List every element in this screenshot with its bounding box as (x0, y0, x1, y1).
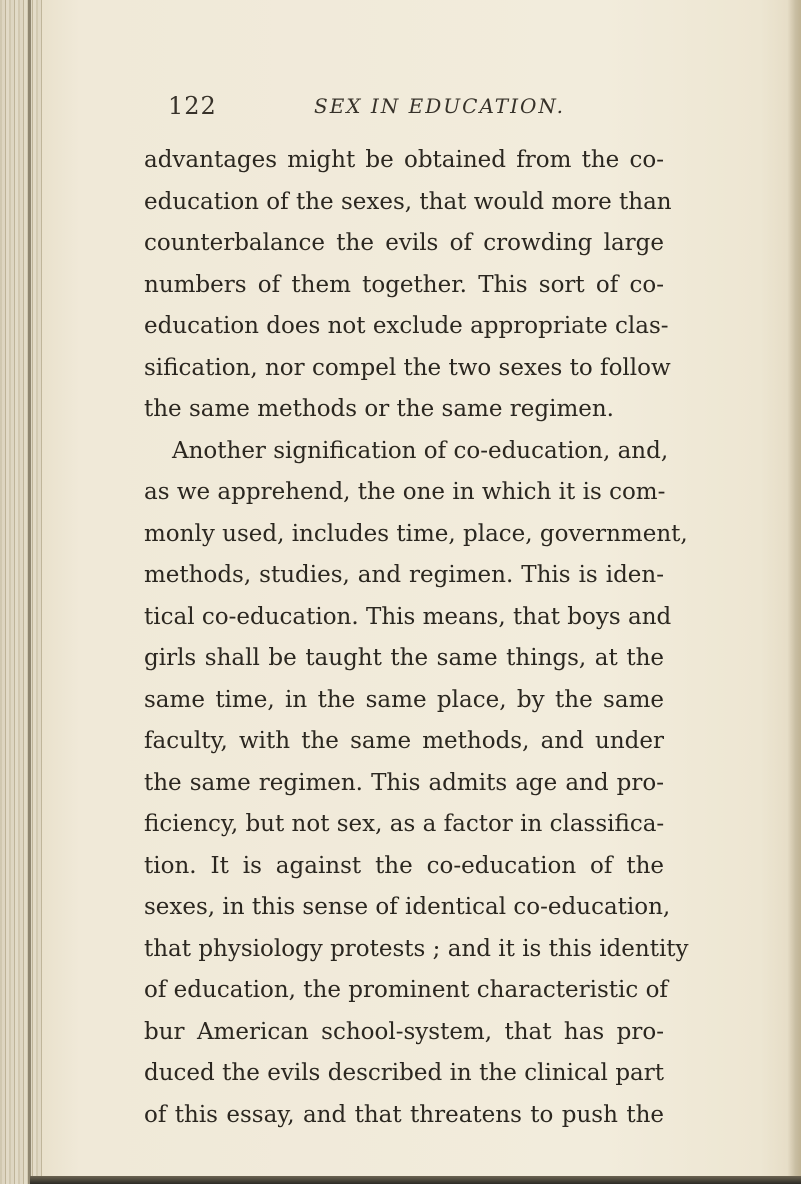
text-line: monly used, includes time, place, government, (144, 520, 688, 547)
text-line: advantages might be obtained from the co- (144, 147, 664, 173)
text-line: sexes, in this sense of identical co-education, (144, 894, 671, 920)
text-line: that physiology protests ; and it is this identity (144, 935, 689, 962)
text-line: tical co-education. This means, that boys and (144, 603, 672, 630)
text-line: ficiency, but not sex, as a factor in classifica- (144, 811, 665, 837)
text-line: Another signification of co-education, and, (172, 437, 669, 464)
binding-edge-line (28, 0, 31, 1184)
text-line: the same methods or the same regimen. (144, 396, 614, 422)
running-head: SEX IN EDUCATION. (314, 94, 566, 118)
text-line: the same regimen. This admits age and pro- (144, 769, 664, 796)
text-line: bur American school-system, that has pro- (144, 1018, 664, 1045)
page-number: 122 (168, 92, 217, 120)
page-right-edge (787, 0, 801, 1184)
text-line: same time, in the same place, by the same (144, 686, 664, 713)
text-line: counterbalance the evils of crowding large (144, 230, 664, 256)
text-line: tion. It is against the co-education of the (144, 852, 664, 879)
text-line: sification, nor compel the two sexes to follow (144, 354, 671, 381)
text-line: methods, studies, and regimen. This is iden- (144, 562, 664, 588)
text-line: of this essay, and that threatens to push the (144, 1101, 664, 1128)
body-text (144, 140, 689, 1136)
text-line: as we apprehend, the one in which it is com- (144, 479, 666, 505)
page-bottom-edge (30, 1176, 801, 1184)
text-line: girls shall be taught the same things, at the (144, 645, 664, 671)
page-header (168, 92, 588, 126)
text-line: numbers of them together. This sort of co- (144, 271, 664, 298)
text-line: of education, the prominent characteristic of (144, 977, 668, 1003)
text-line: education of the sexes, that would more than (144, 188, 672, 215)
text-line: duced the evils described in the clinical part (144, 1060, 664, 1086)
book-binding-gutter (0, 0, 42, 1184)
text-line: education does not exclude appropriate clas- (144, 313, 669, 339)
text-line: faculty, with the same methods, and under (144, 728, 664, 754)
